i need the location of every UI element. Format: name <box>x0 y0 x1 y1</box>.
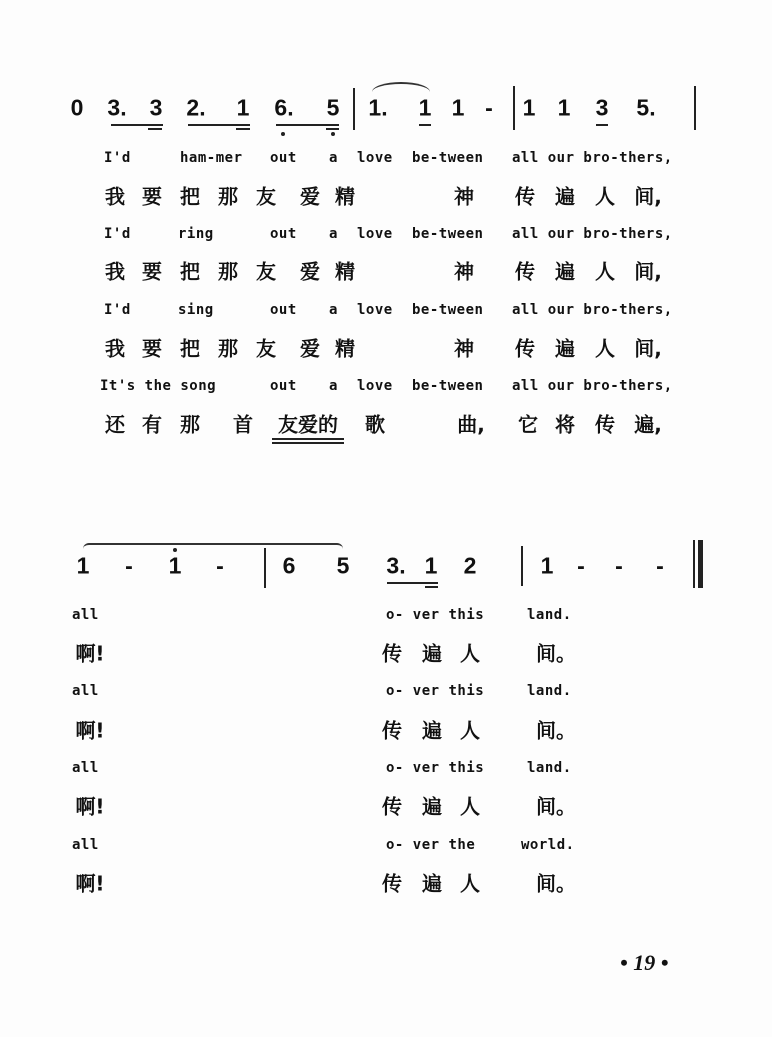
lyric: 间。 <box>536 871 576 896</box>
lyric: 还 <box>105 412 125 437</box>
note: 6 <box>282 552 296 579</box>
lyric: 遍 <box>555 336 575 361</box>
lyric: 要 <box>142 259 162 284</box>
lyric: 遍 <box>422 871 442 896</box>
lyric: all <box>72 607 99 623</box>
lyric: be-tween <box>412 150 484 166</box>
lyric: out <box>270 378 297 394</box>
lyric: world. <box>521 837 575 853</box>
lyric: 传 <box>382 718 402 743</box>
lyric: 那 <box>218 259 238 284</box>
lyric: 间。 <box>536 718 576 743</box>
lyric: 啊! <box>75 718 105 743</box>
beam <box>148 128 162 130</box>
lyric: a <box>329 378 338 394</box>
lyric: love <box>357 378 393 394</box>
lyric: 它 <box>518 412 538 437</box>
lyric: 我 <box>105 259 125 284</box>
lyric: 那 <box>218 336 238 361</box>
lyric: 神 <box>454 259 474 284</box>
lyric: 啊! <box>75 871 105 896</box>
dash: - <box>615 552 623 579</box>
note: 1 <box>76 552 90 579</box>
lyric: 那 <box>218 184 238 209</box>
high-octave-dot <box>173 548 177 552</box>
lyric: a <box>329 302 338 318</box>
lyric: 友 <box>256 259 276 284</box>
lyric: o- ver the <box>386 837 476 853</box>
lyric: be-tween <box>412 378 484 394</box>
lyric: land. <box>527 683 572 699</box>
lyric: a <box>329 226 338 242</box>
lyric: 把 <box>180 184 200 209</box>
lyric: o- ver this <box>386 760 485 776</box>
lyric: 啊! <box>75 641 105 666</box>
lyric: 爱 <box>300 259 320 284</box>
final-bar-thin <box>693 540 695 588</box>
lyric: 遍 <box>422 794 442 819</box>
lyric: 要 <box>142 184 162 209</box>
lyric: all <box>72 837 99 853</box>
lyric: 首 <box>233 412 253 437</box>
lyric: 遍 <box>555 184 575 209</box>
lyric: 要 <box>142 336 162 361</box>
lyric: 传 <box>515 259 535 284</box>
lyric: 遍 <box>422 641 442 666</box>
lyric: a <box>329 150 338 166</box>
lyric: 友 <box>256 336 276 361</box>
lyric: 将 <box>555 412 575 437</box>
lyric: 那 <box>180 412 200 437</box>
lyric: out <box>270 226 297 242</box>
note: 1 <box>236 94 250 121</box>
dash: - <box>216 552 224 579</box>
lyric: 把 <box>180 259 200 284</box>
note: 1 <box>418 94 432 121</box>
beam <box>326 128 339 130</box>
note: 3 <box>149 94 163 121</box>
bar-line <box>694 86 696 130</box>
lyric: 精 <box>335 336 355 361</box>
lyric: 传 <box>382 871 402 896</box>
lyric: ring <box>178 226 214 242</box>
beam <box>425 586 438 588</box>
note: 6. <box>274 94 294 121</box>
lyric: 爱 <box>300 184 320 209</box>
lyric: 精 <box>335 184 355 209</box>
final-bar-thick <box>698 540 703 588</box>
lyric: 传 <box>595 412 615 437</box>
note: 1 <box>451 94 465 121</box>
dash: - <box>485 94 493 121</box>
note: 5. <box>636 94 656 121</box>
lyric: 传 <box>515 336 535 361</box>
lyric: out <box>270 302 297 318</box>
lyric: be-tween <box>412 226 484 242</box>
note: 2. <box>186 94 206 121</box>
low-octave-dot <box>281 132 285 136</box>
beam <box>111 124 163 126</box>
lyric: o- ver this <box>386 607 485 623</box>
note: 3. <box>386 552 406 579</box>
dash: - <box>577 552 585 579</box>
lyric: 传 <box>515 184 535 209</box>
note: 3. <box>107 94 127 121</box>
lyric: all <box>72 760 99 776</box>
beam <box>419 124 431 126</box>
lyric: land. <box>527 760 572 776</box>
bar-line <box>513 86 515 130</box>
tie <box>372 82 430 92</box>
lyric: 歌 <box>365 412 385 437</box>
lyric: 间, <box>634 184 662 209</box>
lyric: I'd <box>104 226 131 242</box>
note: 1. <box>368 94 388 121</box>
lyric: 人 <box>460 641 480 666</box>
lyric: 传 <box>382 794 402 819</box>
slur <box>83 543 343 551</box>
lyric: 我 <box>105 336 125 361</box>
lyric: 人 <box>595 259 615 284</box>
note: 5 <box>326 94 340 121</box>
lyric: It's the song <box>100 378 217 394</box>
bar-line <box>521 546 523 586</box>
lyric: love <box>357 302 393 318</box>
beam <box>596 124 608 126</box>
beam <box>276 124 339 126</box>
lyric: 间, <box>634 336 662 361</box>
lyric: all our bro-thers, <box>512 226 673 242</box>
lyric: 传 <box>382 641 402 666</box>
lyric: all our bro-thers, <box>512 378 673 394</box>
dash: - <box>125 552 133 579</box>
lyric: 遍 <box>422 718 442 743</box>
beam <box>236 128 250 130</box>
lyric: 把 <box>180 336 200 361</box>
note: 2 <box>463 552 477 579</box>
beam <box>188 124 250 126</box>
note: 1 <box>540 552 554 579</box>
lyric: 间。 <box>536 794 576 819</box>
lyric: be-tween <box>412 302 484 318</box>
lyric: 有 <box>142 412 162 437</box>
lyric-underline <box>272 438 344 440</box>
lyric: 遍 <box>555 259 575 284</box>
bar-line <box>353 88 355 130</box>
lyric: love <box>357 226 393 242</box>
lyric: all <box>72 683 99 699</box>
dash: - <box>656 552 664 579</box>
note: 0 <box>70 94 84 121</box>
note: 1 <box>522 94 536 121</box>
bar-line <box>264 548 266 588</box>
lyric: 人 <box>460 718 480 743</box>
lyric: I'd <box>104 150 131 166</box>
lyric: 间。 <box>536 641 576 666</box>
lyric: 人 <box>595 184 615 209</box>
lyric: 神 <box>454 184 474 209</box>
low-octave-dot <box>331 132 335 136</box>
lyric: 我 <box>105 184 125 209</box>
lyric: all our bro-thers, <box>512 150 673 166</box>
page-number: • 19 • <box>620 950 669 975</box>
lyric: I'd <box>104 302 131 318</box>
lyric: 精 <box>335 259 355 284</box>
lyric: 爱 <box>300 336 320 361</box>
lyric: o- ver this <box>386 683 485 699</box>
lyric: sing <box>178 302 214 318</box>
lyric: ham-mer <box>180 150 243 166</box>
note: 1 <box>557 94 571 121</box>
lyric: 友爱的 <box>278 412 338 437</box>
note: 1 <box>168 552 182 579</box>
lyric: 友 <box>256 184 276 209</box>
lyric: land. <box>527 607 572 623</box>
lyric: 曲, <box>457 412 485 437</box>
lyric: out <box>270 150 297 166</box>
note: 3 <box>595 94 609 121</box>
note: 1 <box>424 552 438 579</box>
beam <box>387 582 438 584</box>
lyric-underline <box>272 442 344 444</box>
note: 5 <box>336 552 350 579</box>
lyric: 啊! <box>75 794 105 819</box>
lyric: 人 <box>460 794 480 819</box>
lyric: 人 <box>460 871 480 896</box>
lyric: 人 <box>595 336 615 361</box>
lyric: 间, <box>634 259 662 284</box>
lyric: 神 <box>454 336 474 361</box>
lyric: 遍, <box>634 412 662 437</box>
lyric: all our bro-thers, <box>512 302 673 318</box>
lyric: love <box>357 150 393 166</box>
